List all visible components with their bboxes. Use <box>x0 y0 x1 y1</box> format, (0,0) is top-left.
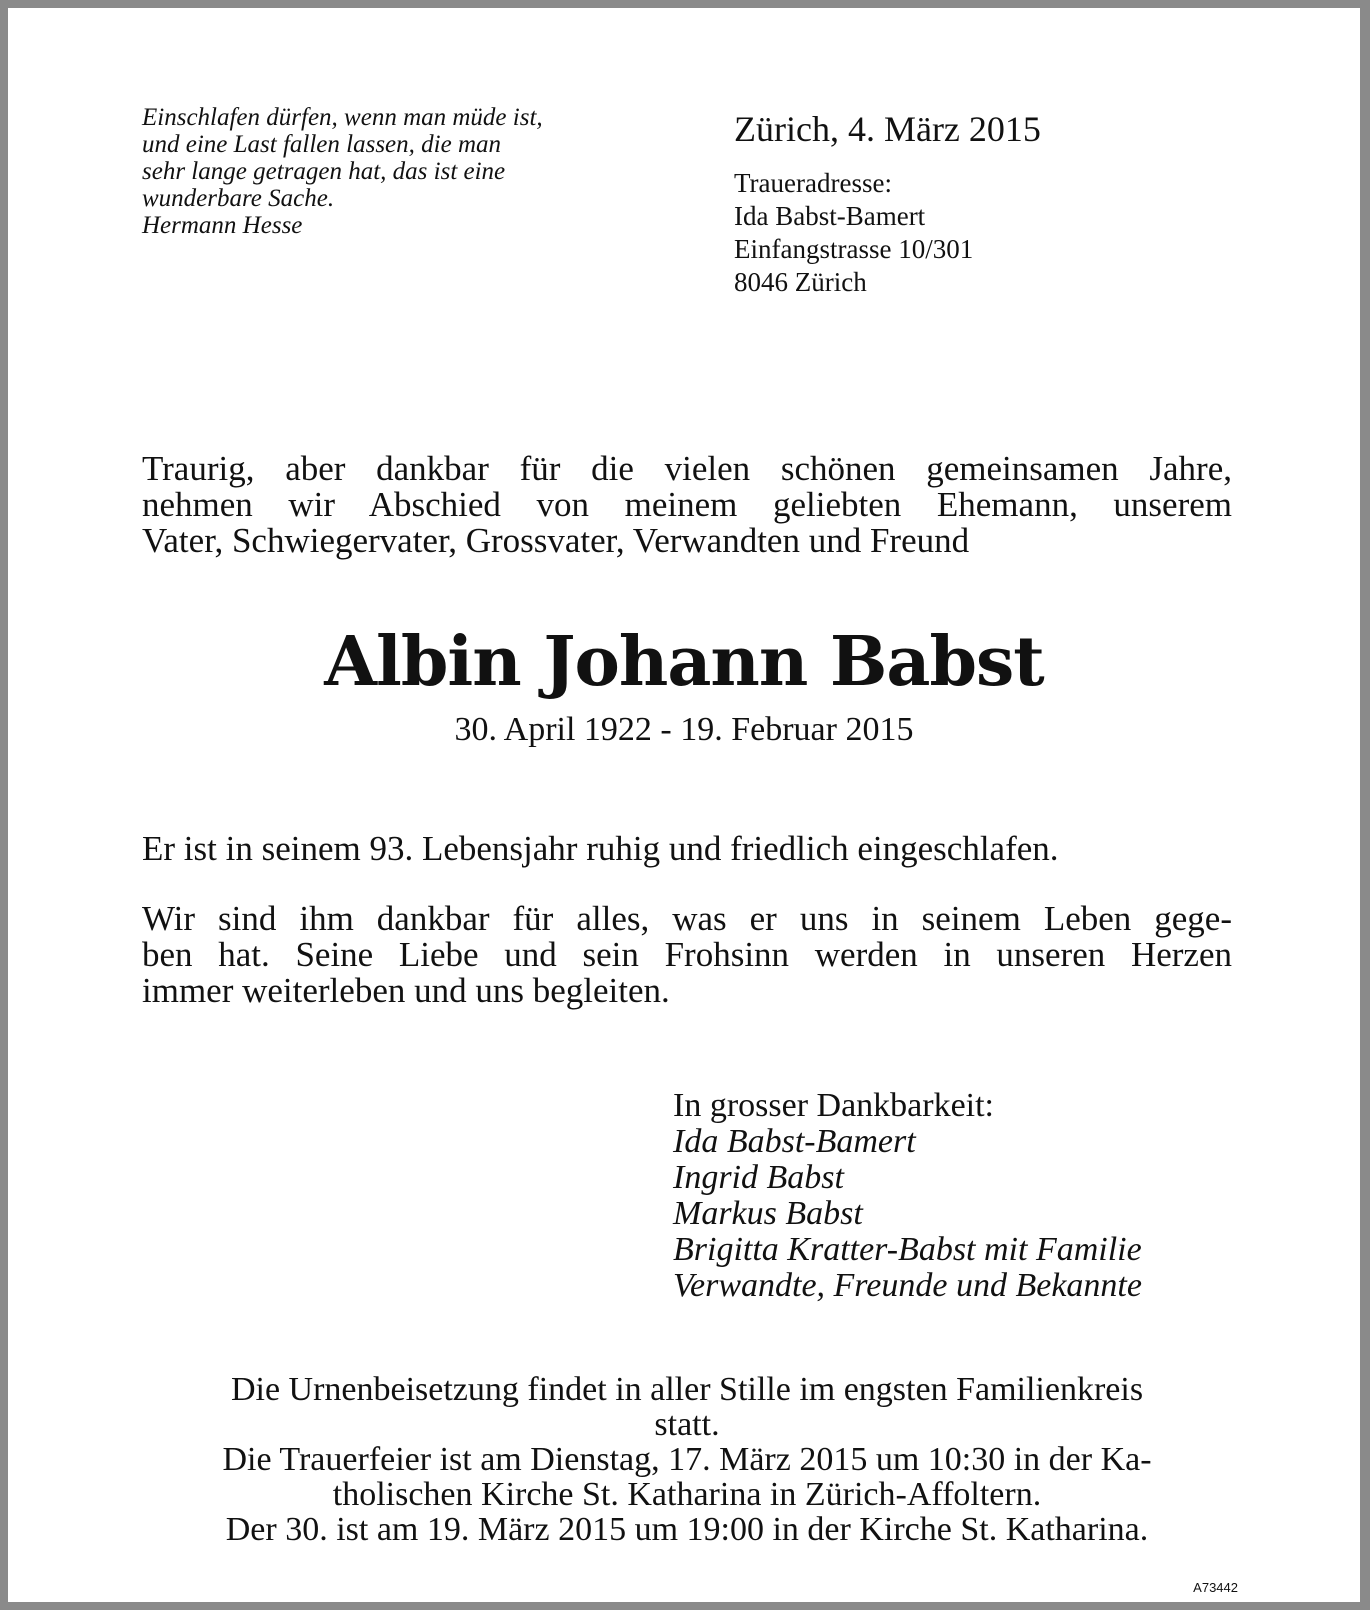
intro-paragraph <box>142 451 1232 559</box>
gratitude-paragraph <box>142 901 1232 1009</box>
motto-line: und eine Last fallen lassen, die man <box>142 131 501 158</box>
motto-quote <box>142 104 662 239</box>
gratitude-line: immer weiterleben und uns begleiten. <box>142 971 670 1010</box>
gratitude-line: ben hat. Seine Liebe und sein Frohsinn werden in unseren Herzen <box>142 935 1232 974</box>
signoff-block <box>673 1088 1142 1304</box>
mourner-name: Markus Babst <box>673 1195 863 1232</box>
intro-line: Vater, Schwiegervater, Grossvater, Verwandten und Freund <box>142 521 970 560</box>
mourner-name: Brigitta Kratter-Babst mit Familie <box>673 1231 1142 1268</box>
service-line: Der 30. ist am 19. März 2015 um 19:00 in der Kirche St. Katharina. <box>225 1511 1149 1548</box>
address-line: Einfangstrasse 10/301 <box>734 234 974 264</box>
service-notice <box>142 1372 1232 1547</box>
mourning-address <box>734 167 973 299</box>
service-line: Die Trauerfeier ist am Dienstag, 17. März 2015 um 10:30 in der Ka- <box>222 1441 1152 1478</box>
motto-line: Einschlafen dürfen, wenn man müde ist, <box>142 104 543 131</box>
intro-line: nehmen wir Abschied von meinem geliebten Ehemann, unserem <box>142 485 1232 524</box>
place-and-date: Zürich, 4. März 2015 <box>734 109 1041 149</box>
life-dates: 30. April 1922 - 19. Februar 2015 <box>454 711 914 748</box>
mourner-name: Verwandte, Freunde und Bekannte <box>673 1267 1142 1304</box>
motto-author: Hermann Hesse <box>142 212 303 239</box>
passing-sentence: Er ist in seinem 93. Lebensjahr ruhig und friedlich eingeschlafen. <box>142 829 1059 868</box>
service-line: tholischen Kirche St. Katharina in Zürich-Affoltern. <box>332 1476 1042 1513</box>
motto-line: sehr lange getragen hat, das ist eine <box>142 158 506 185</box>
address-label: Traueradresse: <box>734 168 892 198</box>
gratitude-line: Wir sind ihm dankbar für alles, was er uns in seinem Leben gege- <box>142 899 1232 938</box>
reference-code: A73442 <box>1193 1580 1238 1595</box>
motto-line: wunderbare Sache. <box>142 185 335 212</box>
signoff-heading: In grosser Dankbarkeit: <box>673 1087 995 1124</box>
address-line: 8046 Zürich <box>734 267 867 297</box>
service-line: Die Urnenbeisetzung findet in aller Stille im engsten Familienkreis <box>230 1371 1144 1408</box>
intro-line: Traurig, aber dankbar für die vielen schönen gemeinsamen Jahre, <box>142 449 1232 488</box>
address-line: Ida Babst-Bamert <box>734 201 926 231</box>
service-line: statt. <box>654 1406 720 1443</box>
deceased-name: Albin Johann Babst <box>324 622 1044 702</box>
mourner-name: Ingrid Babst <box>673 1159 844 1196</box>
mourner-name: Ida Babst-Bamert <box>673 1123 916 1160</box>
